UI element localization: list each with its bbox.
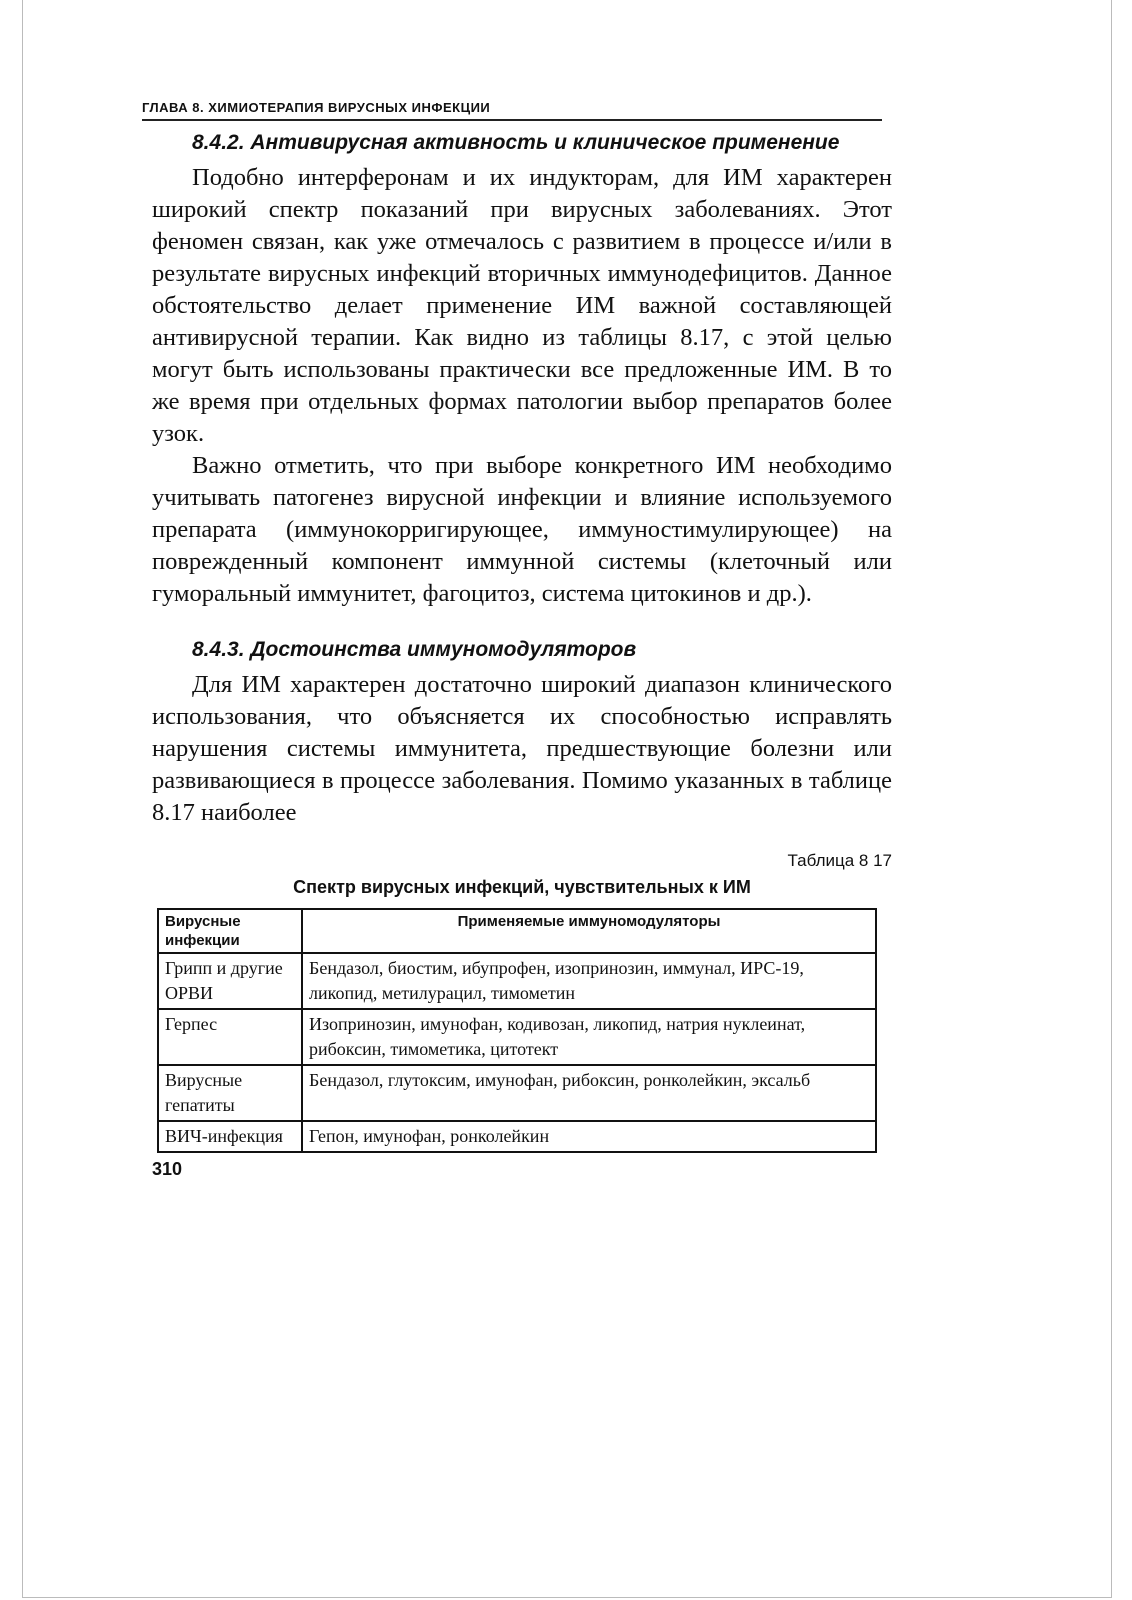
page-content [142,100,892,1180]
cell-infection: Вирусные гепатиты [158,1065,302,1121]
paragraph: Важно отметить, что при выборе конкретного ИМ необходимо учитывать патогенез вирусной инфекции и влияние используемого препарата (иммунокорригирующее, иммуностимулирующее) на поврежденный компонент иммунной системы (клеточный или гуморальный иммунитет, фагоцитоз, система цитокинов и др.). [152,452,892,607]
cell-infection: Герпес [158,1009,302,1065]
header-infections: Вирусные инфекции [158,909,302,953]
cell-drugs: Бендазол, глутоксим, имунофан, рибоксин, ронколейкин, эксальб [302,1065,876,1121]
spectrum-table [157,908,877,1153]
table-row [158,953,876,1009]
section-title-8-4-2: 8.4.2. Антивирусная активность и клиническое применение [192,131,840,154]
cell-infection: ВИЧ-инфекция [158,1121,302,1152]
section-8-4-3-body [152,669,892,829]
cell-drugs: Гепон, имунофан, ронколейкин [302,1121,876,1152]
cell-drugs: Бендазол, биостим, ибупрофен, изопринозин, иммунал, ИРС-19, ликопид, метилурацил, тимометин [302,953,876,1009]
paragraph: Подобно интерферонам и их индукторам, для ИМ характерен широкий спектр показаний при вирусных заболеваниях. Этот феномен связан, как уже отмечалось с развитием в процессе и/или в результате вирусных инфекций вторичных иммунодефицитов. Данное обстоятельство делает применение ИМ важной составляющей антивирусной терапии. Как видно из таблицы 8.17, с этой целью могут быть использованы практически все предложенные ИМ. В то же время при отдельных формах патологии выбор препаратов более узок. [152,164,892,447]
section-title-8-4-3: 8.4.3. Достоинства иммуномодуляторов [192,638,637,661]
paragraph: Для ИМ характерен достаточно широкий диапазон клинического использования, что объясняется их способностью исправлять нарушения системы иммунитета, предшествующие болезни или развивающиеся в процессе заболевания. Помимо указанных в таблице 8.17 наиболее [152,671,892,826]
table-number: Таблица 8 17 [787,851,892,870]
table-row [158,1009,876,1065]
section-8-4-2-body [152,162,892,610]
table-row [158,1121,876,1152]
table-title: Спектр вирусных инфекций, чувствительных к ИМ [293,877,751,897]
table-header-row [158,909,876,953]
table-row [158,1065,876,1121]
cell-infection: Грипп и другие ОРВИ [158,953,302,1009]
cell-drugs: Изопринозин, имунофан, кодивозан, ликопид, натрия нуклеинат, рибоксин, тимометика, цитотект [302,1009,876,1065]
running-head: ГЛАВА 8. ХИМИОТЕРАПИЯ ВИРУСНЫХ ИНФЕКЦИИ [142,100,882,121]
header-immunomodulators: Применяемые иммуномодуляторы [302,909,876,953]
page-number: 310 [152,1159,183,1179]
